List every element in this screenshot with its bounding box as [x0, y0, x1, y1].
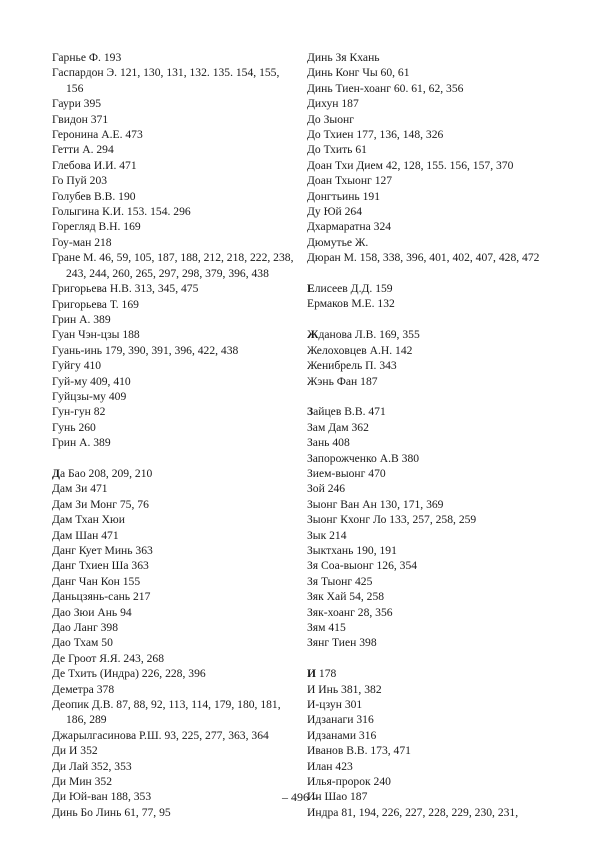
- index-entry: [307, 466, 551, 481]
- index-entry-text: Дюран М. 158, 338, 396, 401, 402, 407, 428, 472: [307, 251, 540, 265]
- index-entry-text: Донгтьинь 191: [307, 189, 381, 203]
- index-entry: [307, 173, 551, 188]
- index-entry-text: Данг Тхиен Ша 363: [52, 559, 149, 573]
- index-entry-text: Зам Дам 362: [307, 420, 369, 434]
- index-entry-text: Гуйцзы-му 409: [52, 389, 127, 403]
- section-gap: [307, 266, 551, 281]
- index-entry: [52, 420, 296, 435]
- index-section-start: [52, 466, 296, 481]
- index-entry: [52, 512, 296, 527]
- index-entry-text: Дам Зи 471: [52, 482, 108, 496]
- index-entry-text: Желоховцев А.Н. 142: [307, 343, 413, 357]
- index-entry-text: Гетти А. 294: [52, 143, 114, 157]
- index-entry: [52, 759, 296, 774]
- index-entry: [307, 50, 551, 65]
- index-section-start: [307, 327, 551, 342]
- index-entry-text: Дао Тхам 50: [52, 636, 113, 650]
- index-entry: [52, 158, 296, 173]
- index-entry-text: Ди Мин 352: [52, 775, 113, 789]
- section-gap: [307, 651, 551, 666]
- index-entry: [307, 759, 551, 774]
- index-entry: [52, 219, 296, 234]
- index-entry: [52, 774, 296, 789]
- index-entry: [307, 743, 551, 758]
- index-entry-text: Дюмутье Ж.: [307, 235, 369, 249]
- index-entry: [52, 297, 296, 312]
- index-entry-text: Запорожченко А.В 380: [307, 451, 420, 465]
- index-entry-text: Илья-пророк 240: [307, 775, 391, 789]
- index-entry-text: Дам Зи Монг 75, 76: [52, 497, 149, 511]
- index-entry: [52, 204, 296, 219]
- index-entry-text: Де Тхить (Индра) 226, 228, 396: [52, 667, 206, 681]
- page-number: – 496 –: [282, 790, 318, 804]
- index-entry-text: Данг Чан Кон 155: [52, 574, 141, 588]
- index-entry-text: Ермаков М.Е. 132: [307, 297, 395, 311]
- index-entry-text: а Бао 208, 209, 210: [59, 466, 153, 480]
- index-entry-text: Глебова И.И. 471: [52, 158, 137, 172]
- index-entry-text: Гране М. 46, 59, 105, 187, 188, 212, 218, 222, 238, 243, 244, 260, 265, 297, 298, 379, 396, 438: [52, 251, 294, 280]
- index-entry-text: Зыктхань 190, 191: [307, 543, 397, 557]
- section-gap: [52, 451, 296, 466]
- index-entry-text: Зием-выонг 470: [307, 466, 386, 480]
- index-section-start: [307, 281, 551, 296]
- index-entry: [52, 312, 296, 327]
- index-entry: [52, 543, 296, 558]
- index-entry: [307, 481, 551, 496]
- index-entry: [307, 635, 551, 650]
- index-entry-text: Джарылгасинова Р.Ш. 93, 225, 277, 363, 364: [52, 728, 269, 742]
- index-entry: [52, 142, 296, 157]
- index-entry-text: Горегляд В.Н. 169: [52, 220, 141, 234]
- index-entry-text: До Тхиен 177, 136, 148, 326: [307, 128, 444, 142]
- index-entry: [307, 605, 551, 620]
- index-entry-text: Илан 423: [307, 759, 353, 773]
- index-entry: [307, 451, 551, 466]
- index-entry-text: Ди И 352: [52, 744, 98, 758]
- index-entry-text: Доан Тхи Дием 42, 128, 155. 156, 157, 370: [307, 158, 514, 172]
- index-entry-text: Грин А. 389: [52, 312, 111, 326]
- index-entry: [52, 605, 296, 620]
- index-entry-text: Динь Бо Линь 61, 77, 95: [52, 805, 171, 819]
- index-entry: [52, 358, 296, 373]
- index-entry-text: Зой 246: [307, 482, 346, 496]
- index-entry: [307, 343, 551, 358]
- index-entry-text: До Тхить 61: [307, 143, 367, 157]
- index-entry: [52, 620, 296, 635]
- index-entry-text: Динь Зя Кхань: [307, 51, 380, 64]
- index-entry-text: Де Гроот Я.Я. 243, 268: [52, 651, 165, 665]
- index-entry: [307, 497, 551, 512]
- section-gap: [307, 312, 551, 327]
- index-entry: [52, 189, 296, 204]
- index-entry-text: Грин А. 389: [52, 436, 111, 450]
- index-entry: [52, 50, 296, 65]
- index-entry: [307, 697, 551, 712]
- section-letter: И: [307, 667, 317, 681]
- index-entry: [307, 512, 551, 527]
- index-entry: [52, 435, 296, 450]
- index-entry-text: Даньцзянь-сань 217: [52, 590, 151, 604]
- index-entry-text: Дхармаратна 324: [307, 220, 392, 234]
- index-entry-text: Зя Тыонг 425: [307, 574, 373, 588]
- index-entry-text: Григорьева Т. 169: [52, 297, 139, 311]
- index-entry-text: И Инь 381, 382: [307, 682, 382, 696]
- index-entry: [52, 697, 296, 728]
- index-entry-text: Зань 408: [307, 436, 350, 450]
- index-entry: [307, 204, 551, 219]
- index-entry: [52, 682, 296, 697]
- index-entry-text: Го Пуй 203: [52, 174, 108, 188]
- index-entry: [52, 96, 296, 111]
- index-entry-text: Идзанаги 316: [307, 713, 374, 727]
- index-entry-text: Ди Юй-ван 188, 353: [52, 790, 152, 804]
- index-entry: [307, 250, 551, 265]
- index-entry-text: Гуань-инь 179, 390, 391, 396, 422, 438: [52, 343, 239, 357]
- index-entry-text: Идзанами 316: [307, 728, 377, 742]
- index-entry-text: Дао Ланг 398: [52, 621, 119, 635]
- index-entry: [52, 589, 296, 604]
- index-entry: [52, 250, 296, 281]
- index-entry-text: Доан Тхыонг 127: [307, 174, 393, 188]
- index-entry-text: Зыонг Кхонг Ло 133, 257, 258, 259: [307, 513, 477, 527]
- index-entry-text: Голубев В.В. 190: [52, 189, 136, 203]
- index-entry: [52, 404, 296, 419]
- index-entry-text: Динь Тиен-хоанг 60. 61, 62, 356: [307, 81, 464, 95]
- index-entry-text: айцев В.В. 471: [313, 405, 386, 419]
- index-entry: [52, 173, 296, 188]
- index-entry-text: Ду Юй 264: [307, 205, 363, 219]
- index-entry-text: Жэнь Фан 187: [307, 374, 378, 388]
- index-entry-text: 178: [316, 667, 337, 681]
- index-entry: [52, 574, 296, 589]
- index-entry: [307, 81, 551, 96]
- index-entry: [52, 558, 296, 573]
- index-entry: [307, 774, 551, 789]
- index-entry: [52, 65, 296, 96]
- index-entry: [52, 805, 296, 820]
- index-entry: [307, 528, 551, 543]
- index-entry-text: Гуйгу 410: [52, 359, 102, 373]
- index-entry-text: Зянг Тиен 398: [307, 636, 377, 650]
- index-entry-text: Зяк-хоанг 28, 356: [307, 605, 393, 619]
- index-entry: [307, 65, 551, 80]
- index-entry-text: Ди Лай 352, 353: [52, 759, 132, 773]
- index-entry: [52, 374, 296, 389]
- index-column-right: [307, 50, 551, 820]
- index-entry: [52, 743, 296, 758]
- index-entry: [52, 528, 296, 543]
- index-entry-text: Гаури 395: [52, 97, 102, 111]
- index-entry-text: Деметра 378: [52, 682, 115, 696]
- index-entry: [52, 635, 296, 650]
- index-entry: [307, 296, 551, 311]
- index-entry: [52, 389, 296, 404]
- section-letter: З: [307, 405, 314, 419]
- index-entry: [52, 235, 296, 250]
- index-entry: [307, 112, 551, 127]
- section-gap: [307, 389, 551, 404]
- index-entry-text: Деопик Д.В. 87, 88, 92, 113, 114, 179, 180, 181, 186, 289: [52, 698, 281, 727]
- index-entry: [307, 96, 551, 111]
- index-entry: [307, 235, 551, 250]
- index-entry-text: Дам Тхан Хюи: [52, 513, 125, 527]
- index-entry: [307, 712, 551, 727]
- index-entry: [307, 574, 551, 589]
- index-entry-text: Зяк Хай 54, 258: [307, 590, 385, 604]
- section-letter: Д: [52, 466, 60, 480]
- index-entry-text: Индра 81, 194, 226, 227, 228, 229, 230, 231,: [307, 805, 519, 819]
- index-entry-text: Гуан Чэн-цзы 188: [52, 328, 140, 342]
- index-entry: [307, 127, 551, 142]
- index-entry-text: Ин Шао 187: [307, 790, 368, 804]
- index-section-start: [307, 666, 551, 681]
- index-entry: [307, 805, 551, 820]
- index-entry: [52, 651, 296, 666]
- index-entry-text: Зя Соа-выонг 126, 354: [307, 559, 418, 573]
- index-entry: [52, 666, 296, 681]
- index-entry-text: Гоу-ман 218: [52, 235, 112, 249]
- index-entry-text: Данг Кует Минь 363: [52, 543, 153, 557]
- index-entry-text: лисеев Д.Д. 159: [314, 282, 393, 296]
- index-entry: [307, 620, 551, 635]
- index-entry: [52, 728, 296, 743]
- index-entry-text: До Зыонг: [307, 112, 354, 126]
- index-column-left: [52, 50, 296, 820]
- index-entry-text: Зыонг Ван Ан 130, 171, 369: [307, 497, 444, 511]
- index-entry-text: Иванов В.В. 173, 471: [307, 744, 411, 758]
- index-entry-text: Зык 214: [307, 528, 347, 542]
- index-entry-text: Гарнье Ф. 193: [52, 51, 122, 64]
- index-entry-text: Григорьева Н.В. 313, 345, 475: [52, 282, 199, 296]
- index-entry-text: И-цзун 301: [307, 698, 363, 711]
- index-entry: [307, 589, 551, 604]
- index-entry: [52, 112, 296, 127]
- index-entry-text: Женибрель П. 343: [307, 359, 397, 373]
- index-section-start: [307, 404, 551, 419]
- index-entry: [52, 343, 296, 358]
- index-entry-text: Гуй-му 409, 410: [52, 374, 131, 388]
- index-entry: [52, 481, 296, 496]
- index-entry: [52, 281, 296, 296]
- index-entry-text: Гаспардон Э. 121, 130, 131, 132. 135. 154, 155, 156: [52, 66, 280, 95]
- index-entry-text: Динь Конг Чы 60, 61: [307, 66, 410, 80]
- index-entry: [307, 558, 551, 573]
- index-entry: [307, 158, 551, 173]
- index-entry: [52, 497, 296, 512]
- section-letter: Е: [307, 282, 315, 296]
- index-entry: [307, 728, 551, 743]
- index-entry-text: Зям 415: [307, 620, 346, 634]
- index-entry-text: данова Л.В. 169, 355: [318, 328, 420, 342]
- index-entry-text: Геронина А.Е. 473: [52, 128, 143, 142]
- index-entry: [307, 543, 551, 558]
- index-entry-text: Гунь 260: [52, 420, 96, 434]
- index-entry: [307, 219, 551, 234]
- section-letter: Ж: [307, 328, 319, 342]
- index-entry-text: Дам Шан 471: [52, 528, 119, 542]
- index-entry: [52, 127, 296, 142]
- index-entry: [307, 189, 551, 204]
- index-entry: [307, 435, 551, 450]
- index-entry-text: Дао Зюи Ань 94: [52, 605, 132, 619]
- index-entry-text: Гвидон 371: [52, 112, 109, 126]
- index-entry: [307, 358, 551, 373]
- index-entry-text: Гун-гун 82: [52, 405, 106, 419]
- index-entry-text: Голыгина К.И. 153. 154. 296: [52, 205, 191, 219]
- index-entry: [307, 420, 551, 435]
- index-entry-text: Дихун 187: [307, 97, 359, 111]
- index-entry: [52, 327, 296, 342]
- index-entry: [307, 374, 551, 389]
- index-entry: [307, 142, 551, 157]
- index-entry: [307, 682, 551, 697]
